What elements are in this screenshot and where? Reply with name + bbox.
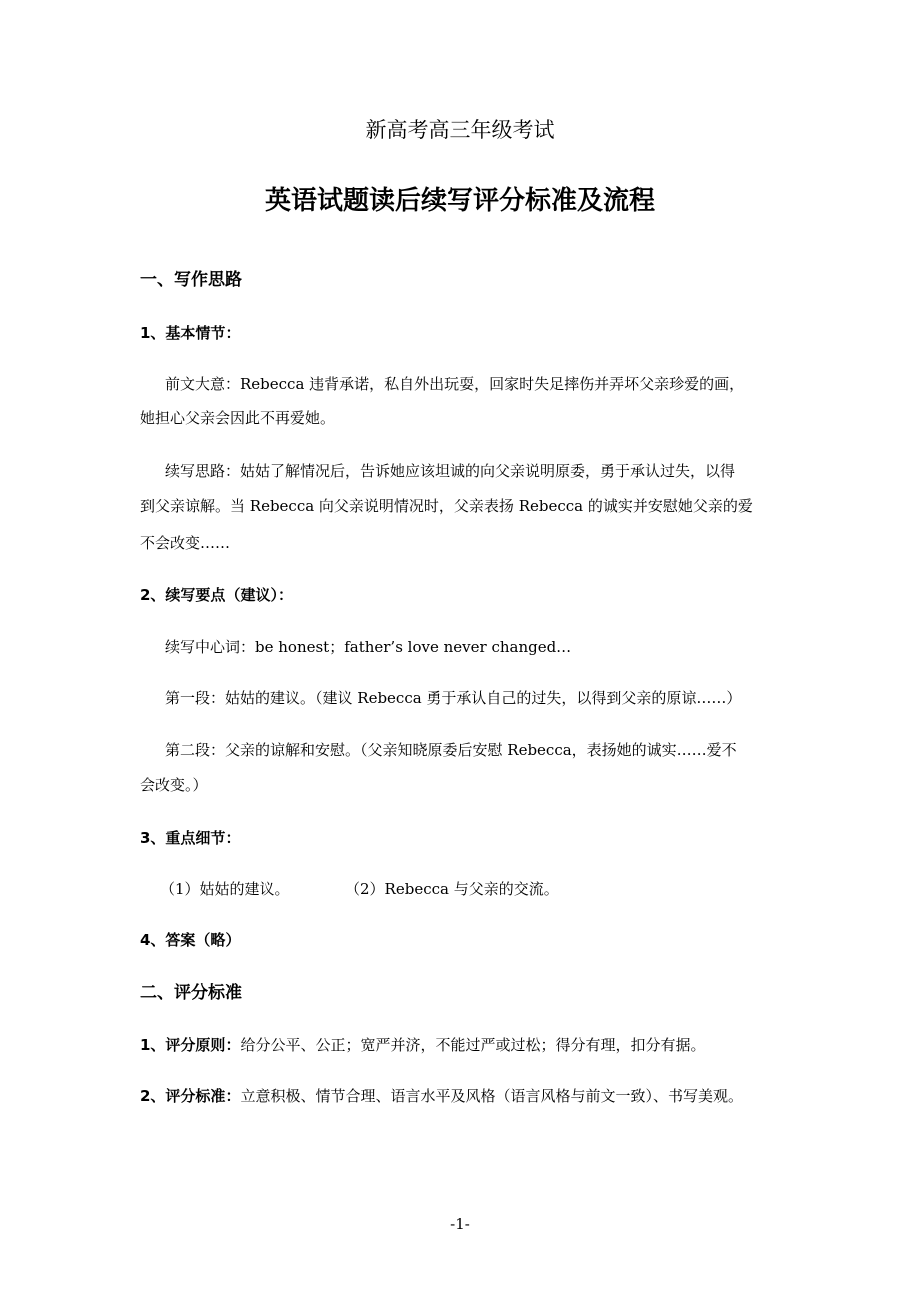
scoring-criteria-label: 2、评分标准： xyxy=(140,1087,241,1105)
item-4-heading: 4、答案（略） xyxy=(140,931,241,949)
section-1-heading: 一、写作思路 xyxy=(140,270,242,290)
paragraph-2-suggestion-line-1: 第二段：父亲的谅解和安慰。（父亲知晓原委后安慰 Rebecca，表扬她的诚实……爱不 xyxy=(165,741,737,759)
scoring-principle-label: 1、评分原则： xyxy=(140,1036,241,1054)
item-3-heading: 3、重点细节： xyxy=(140,829,241,847)
scoring-principle-line xyxy=(140,1035,705,1055)
document-subtitle: 英语试题读后续写评分标准及流程 xyxy=(264,186,655,216)
scoring-criteria-text: 立意积极、情节合理、语言水平及风格（语言风格与前文一致）、书写美观。 xyxy=(240,1087,743,1105)
plot-summary-line-2: 她担心父亲会因此不再爱她。 xyxy=(140,409,336,427)
scoring-principle-text: 给分公平、公正；宽严并济，不能过严或过松；得分有理，扣分有据。 xyxy=(240,1036,706,1054)
document-title: 新高考高三年级考试 xyxy=(365,118,555,142)
key-detail-2: （2）Rebecca 与父亲的交流。 xyxy=(345,880,559,898)
section-2-heading: 二、评分标准 xyxy=(140,983,242,1003)
item-1-heading: 1、基本情节： xyxy=(140,324,241,342)
key-detail-1: （1）姑姑的建议。 xyxy=(160,880,290,898)
scoring-criteria-line xyxy=(140,1086,743,1106)
plot-summary-line-1: 前文大意：Rebecca 违背承诺，私自外出玩耍，回家时失足摔伤并弄坏父亲珍爱的画， xyxy=(165,375,745,393)
page-number: -1- xyxy=(450,1215,470,1233)
paragraph-2-suggestion-line-2: 会改变。） xyxy=(140,776,208,794)
continuation-idea-line-1: 续写思路：姑姑了解情况后，告诉她应该坦诚的向父亲说明原委，勇于承认过失，以得 xyxy=(165,462,736,480)
continuation-idea-line-3: 不会改变…… xyxy=(140,534,231,552)
continuation-idea-line-2: 到父亲谅解。当 Rebecca 向父亲说明情况时，父亲表扬 Rebecca 的诚实并安慰她父亲的爱 xyxy=(140,497,753,515)
keywords-line: 续写中心词：be honest；father’s love never changed… xyxy=(165,638,572,656)
item-2-heading: 2、续写要点（建议）： xyxy=(140,586,293,604)
paragraph-1-suggestion: 第一段：姑姑的建议。（建议 Rebecca 勇于承认自己的过失，以得到父亲的原谅……） xyxy=(165,689,742,707)
